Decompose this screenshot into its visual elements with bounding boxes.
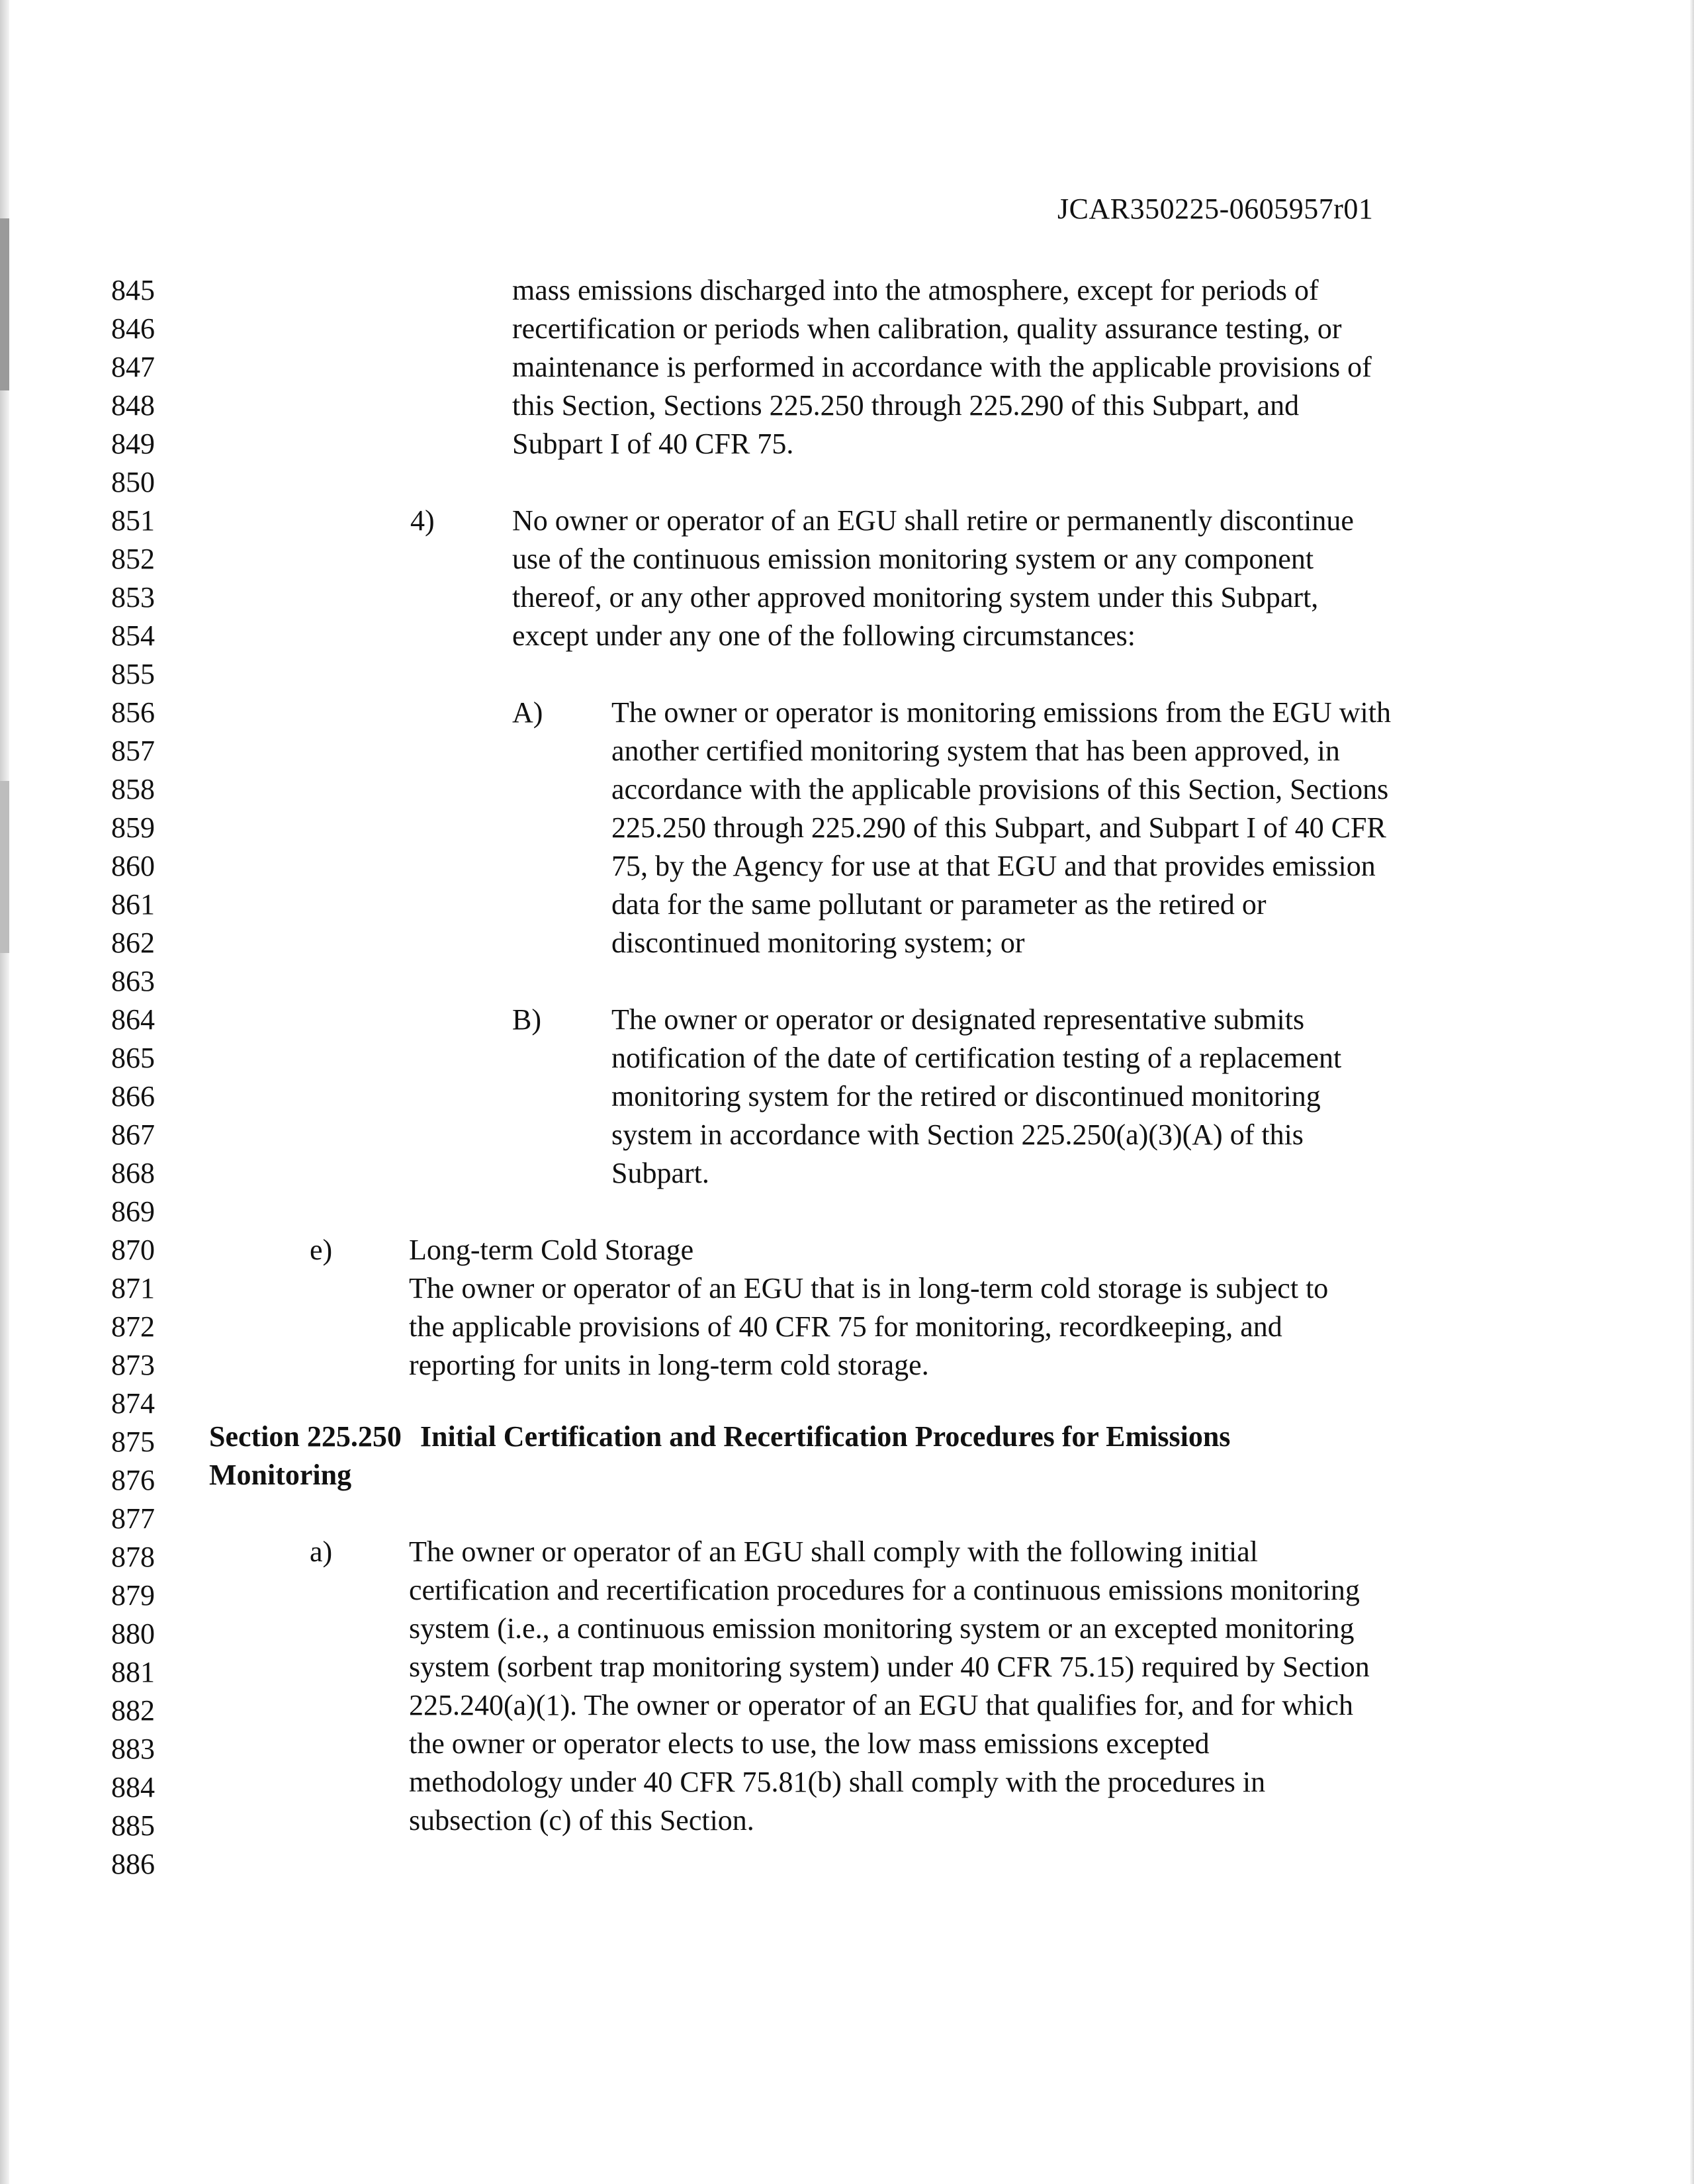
text-line: notification of the date of certification testing of a replacement — [611, 1042, 1342, 1074]
line-number: 851 — [111, 504, 155, 537]
line-number: 868 — [111, 1157, 155, 1189]
item-marker-A: A) — [512, 696, 543, 729]
text-line: 225.250 through 225.290 of this Subpart, and Subpart I of 40 CFR — [611, 811, 1386, 844]
text-line: use of the continuous emission monitoring system or any component — [512, 543, 1314, 575]
line-number: 879 — [111, 1579, 155, 1612]
text-line: Subpart I of 40 CFR 75. — [512, 428, 794, 460]
item-A-paragraph — [611, 694, 1391, 962]
text-line: another certified monitoring system that has been approved, in — [611, 735, 1340, 767]
line-number-column — [111, 271, 177, 1884]
text-line: subsection (c) of this Section. — [409, 1804, 754, 1837]
scan-edge-left — [0, 0, 9, 2184]
text-line: 225.240(a)(1). The owner or operator of an EGU that qualifies for, and for which — [409, 1689, 1353, 1721]
line-number: 845 — [111, 274, 155, 306]
text-line: The owner or operator of an EGU shall comply with the following initial — [409, 1535, 1259, 1568]
text-line: this Section, Sections 225.250 through 225.290 of this Subpart, and — [512, 389, 1300, 422]
subsection-title: Long-term Cold Storage — [409, 1234, 694, 1266]
line-number: 881 — [111, 1656, 155, 1688]
line-number: 876 — [111, 1464, 155, 1496]
line-number: 847 — [111, 351, 155, 383]
line-number: 850 — [111, 466, 155, 498]
item-4-paragraph — [512, 502, 1354, 655]
line-number: 875 — [111, 1426, 155, 1458]
line-number: 884 — [111, 1771, 155, 1803]
line-number: 855 — [111, 658, 155, 690]
text-line: system (sorbent trap monitoring system) under 40 CFR 75.15) required by Section — [409, 1651, 1370, 1683]
line-number: 866 — [111, 1080, 155, 1113]
scan-artifact-band — [0, 218, 9, 390]
line-number: 871 — [111, 1272, 155, 1304]
text-line: maintenance is performed in accordance with the applicable provisions of — [512, 351, 1372, 383]
line-number: 870 — [111, 1234, 155, 1266]
text-line: No owner or operator of an EGU shall retire or permanently discontinue — [512, 504, 1354, 537]
text-line: certification and recertification procedures for a continuous emissions monitoring — [409, 1574, 1360, 1606]
document-id: JCAR350225-0605957r01 — [1057, 193, 1374, 225]
section-title-cont: Monitoring — [209, 1459, 352, 1491]
line-number: 861 — [111, 888, 155, 921]
continuation-paragraph — [512, 271, 1372, 463]
text-line: The owner or operator of an EGU that is in long-term cold storage is subject to — [409, 1272, 1329, 1304]
line-number: 860 — [111, 850, 155, 882]
line-number: 874 — [111, 1387, 155, 1420]
text-line: except under any one of the following circumstances: — [512, 619, 1136, 652]
line-number: 885 — [111, 1809, 155, 1842]
section-title: Initial Certification and Recertification Procedures for Emissions — [420, 1420, 1231, 1453]
line-number: 863 — [111, 965, 155, 997]
text-line: The owner or operator is monitoring emissions from the EGU with — [611, 696, 1392, 729]
line-number: 848 — [111, 389, 155, 422]
text-line: data for the same pollutant or parameter as the retired or — [611, 888, 1267, 921]
item-marker-4: 4) — [410, 504, 435, 537]
text-line: thereof, or any other approved monitoring system under this Subpart, — [512, 581, 1319, 614]
text-line: recertification or periods when calibration, quality assurance testing, or — [512, 312, 1342, 345]
line-number: 858 — [111, 773, 155, 805]
line-number: 852 — [111, 543, 155, 575]
text-line: 75, by the Agency for use at that EGU and that provides emission — [611, 850, 1376, 882]
section-number: Section 225.250 — [209, 1420, 402, 1453]
line-number: 880 — [111, 1617, 155, 1650]
item-B-paragraph — [611, 1001, 1341, 1193]
text-line: methodology under 40 CFR 75.81(b) shall comply with the procedures in — [409, 1766, 1266, 1798]
section-heading — [209, 1418, 1466, 1494]
text-line: accordance with the applicable provisions of this Section, Sections — [611, 773, 1389, 805]
line-number: 859 — [111, 811, 155, 844]
text-line: Subpart. — [611, 1157, 709, 1189]
line-number: 854 — [111, 619, 155, 652]
text-line: The owner or operator or designated representative submits — [611, 1003, 1305, 1036]
item-a-paragraph — [409, 1533, 1370, 1840]
line-number: 869 — [111, 1195, 155, 1228]
line-number: 865 — [111, 1042, 155, 1074]
line-number: 883 — [111, 1733, 155, 1765]
line-number: 856 — [111, 696, 155, 729]
text-line: system in accordance with Section 225.250(a)(3)(A) of this — [611, 1118, 1304, 1151]
line-number: 872 — [111, 1310, 155, 1343]
line-number: 877 — [111, 1502, 155, 1535]
line-number: 882 — [111, 1694, 155, 1727]
item-marker-a: a) — [310, 1535, 333, 1568]
line-number: 873 — [111, 1349, 155, 1381]
scan-artifact-band — [0, 781, 9, 953]
text-line: mass emissions discharged into the atmosphere, except for periods of — [512, 274, 1319, 306]
text-line: the applicable provisions of 40 CFR 75 for monitoring, recordkeeping, and — [409, 1310, 1282, 1343]
line-number: 849 — [111, 428, 155, 460]
item-e-paragraph — [409, 1231, 1328, 1385]
text-line: monitoring system for the retired or discontinued monitoring — [611, 1080, 1321, 1113]
line-number: 867 — [111, 1118, 155, 1151]
line-number: 853 — [111, 581, 155, 614]
text-line: discontinued monitoring system; or — [611, 927, 1025, 959]
line-number: 864 — [111, 1003, 155, 1036]
text-line: system (i.e., a continuous emission monitoring system or an excepted monitoring — [409, 1612, 1355, 1645]
line-number: 878 — [111, 1541, 155, 1573]
text-line: reporting for units in long-term cold storage. — [409, 1349, 929, 1381]
scan-edge-right — [1690, 0, 1694, 2184]
text-line: the owner or operator elects to use, the low mass emissions excepted — [409, 1727, 1210, 1760]
item-marker-B: B) — [512, 1003, 541, 1036]
line-number: 857 — [111, 735, 155, 767]
line-number: 886 — [111, 1848, 155, 1880]
item-marker-e: e) — [310, 1234, 333, 1266]
line-number: 846 — [111, 312, 155, 345]
line-number: 862 — [111, 927, 155, 959]
